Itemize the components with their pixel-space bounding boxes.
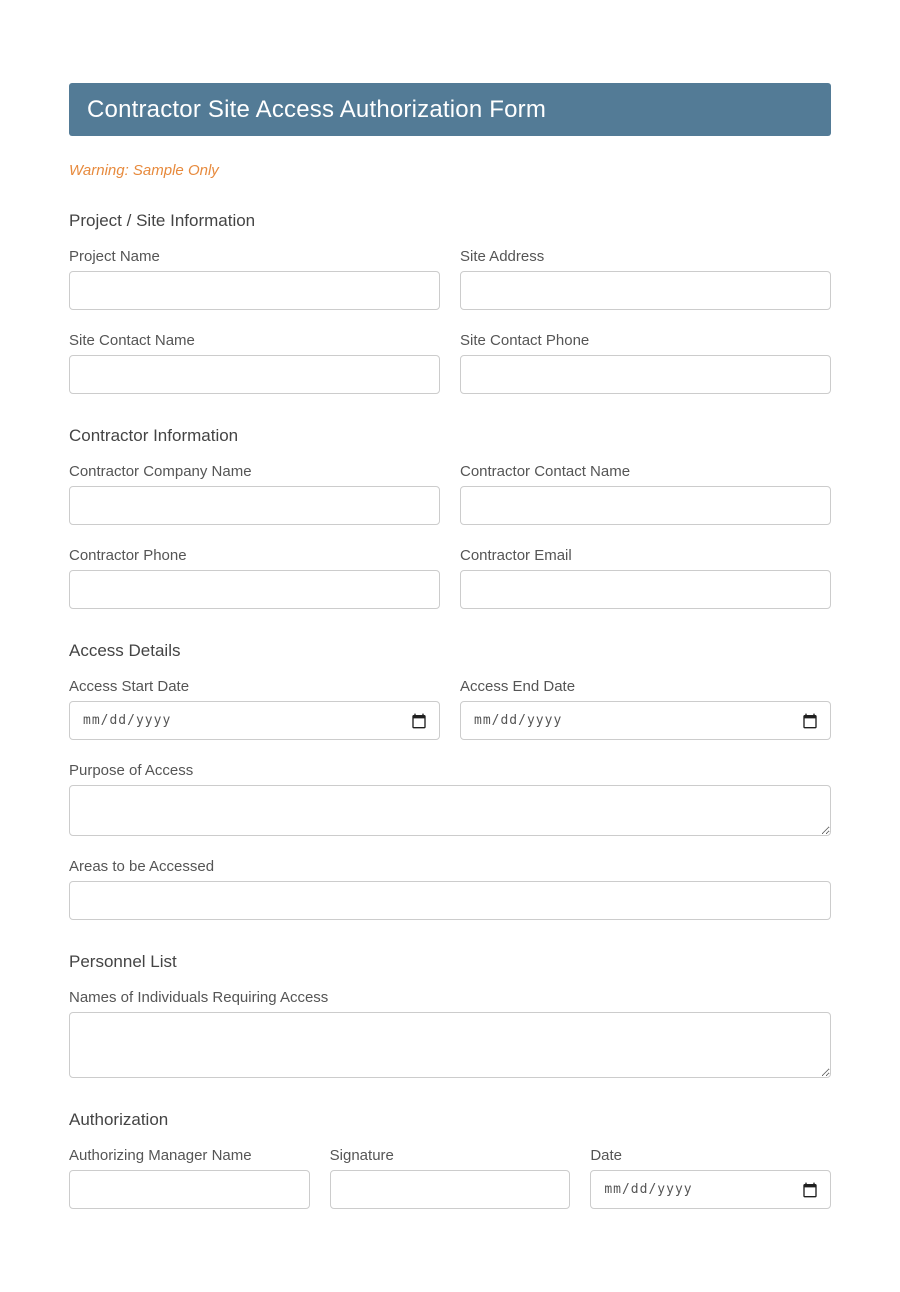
- section-heading-personnel: Personnel List: [69, 952, 177, 971]
- personnel-row: [69, 989, 831, 1078]
- project-name-label: Project Name: [69, 248, 160, 265]
- contractor-company-name-label: Contractor Company Name: [69, 463, 252, 480]
- section-heading-contractor: Contractor Information: [69, 426, 239, 445]
- contractor-company-name-field: [69, 463, 440, 525]
- date-placeholder: mm/dd/yyyy: [604, 1182, 693, 1197]
- contractor-email-field: [460, 547, 831, 609]
- site-contact-phone-label: Site Contact Phone: [460, 332, 590, 349]
- areas-to-be-accessed-field: [69, 858, 831, 920]
- site-contact-name-input[interactable]: [69, 355, 440, 394]
- contractor-phone-label: Contractor Phone: [69, 547, 187, 564]
- access-start-date-label: Access Start Date: [69, 678, 190, 695]
- authorization-date-field: [590, 1147, 831, 1209]
- contractor-contact-name-label: Contractor Contact Name: [460, 463, 631, 480]
- calendar-icon[interactable]: [409, 711, 429, 731]
- authorizing-manager-name-input[interactable]: [69, 1170, 310, 1209]
- areas-row: [69, 858, 831, 920]
- site-contact-phone-input[interactable]: [460, 355, 831, 394]
- access-end-date-field: [460, 678, 831, 740]
- contractor-phone-input[interactable]: [69, 570, 440, 609]
- personnel-names-textarea[interactable]: [69, 1012, 831, 1078]
- signature-label: Signature: [329, 1147, 394, 1164]
- access-end-date-label: Access End Date: [460, 678, 576, 695]
- calendar-icon[interactable]: [800, 1180, 820, 1200]
- calendar-icon[interactable]: [800, 711, 820, 731]
- access-dates-row: [69, 678, 831, 740]
- contractor-row-1: [69, 463, 831, 525]
- areas-to-be-accessed-input[interactable]: [69, 881, 831, 920]
- authorization-date-input[interactable]: [590, 1170, 831, 1209]
- access-start-date-input[interactable]: [69, 701, 440, 740]
- date-placeholder: mm/dd/yyyy: [83, 713, 172, 728]
- project-name-field: [69, 248, 440, 310]
- authorizing-manager-name-field: [69, 1147, 310, 1209]
- signature-field: [330, 1147, 571, 1209]
- contractor-contact-name-input[interactable]: [460, 486, 831, 525]
- purpose-of-access-label: Purpose of Access: [69, 762, 194, 779]
- contractor-company-name-input[interactable]: [69, 486, 440, 525]
- project-name-input[interactable]: [69, 271, 440, 310]
- areas-to-be-accessed-label: Areas to be Accessed: [69, 858, 215, 875]
- signature-input[interactable]: [330, 1170, 571, 1209]
- section-heading-authorization: Authorization: [69, 1110, 169, 1129]
- personnel-names-field: [69, 989, 831, 1078]
- authorization-date-label: Date: [590, 1147, 623, 1164]
- purpose-row: [69, 762, 831, 836]
- form-title-banner: [69, 83, 831, 136]
- contractor-email-input[interactable]: [460, 570, 831, 609]
- personnel-names-label: Names of Individuals Requiring Access: [69, 989, 329, 1006]
- site-contact-name-label: Site Contact Name: [69, 332, 195, 349]
- project-site-row-1: [69, 248, 831, 310]
- site-address-input[interactable]: [460, 271, 831, 310]
- site-contact-name-field: [69, 332, 440, 394]
- access-end-date-input[interactable]: [460, 701, 831, 740]
- site-address-field: [460, 248, 831, 310]
- site-contact-phone-field: [460, 332, 831, 394]
- authorizing-manager-name-label: Authorizing Manager Name: [69, 1147, 252, 1164]
- authorization-row: [69, 1147, 831, 1209]
- date-placeholder: mm/dd/yyyy: [474, 713, 563, 728]
- contractor-email-label: Contractor Email: [460, 547, 572, 564]
- site-address-label: Site Address: [460, 248, 545, 265]
- form-title: Contractor Site Access Authorization Form: [87, 95, 547, 123]
- access-start-date-field: [69, 678, 440, 740]
- form-page: [69, 0, 831, 1209]
- warning-text: Warning: Sample Only: [69, 162, 219, 179]
- section-heading-access-details: Access Details: [69, 641, 181, 660]
- purpose-of-access-textarea[interactable]: [69, 785, 831, 836]
- contractor-row-2: [69, 547, 831, 609]
- contractor-contact-name-field: [460, 463, 831, 525]
- section-heading-project-site: Project / Site Information: [69, 211, 256, 230]
- purpose-of-access-field: [69, 762, 831, 836]
- project-site-row-2: [69, 332, 831, 394]
- contractor-phone-field: [69, 547, 440, 609]
